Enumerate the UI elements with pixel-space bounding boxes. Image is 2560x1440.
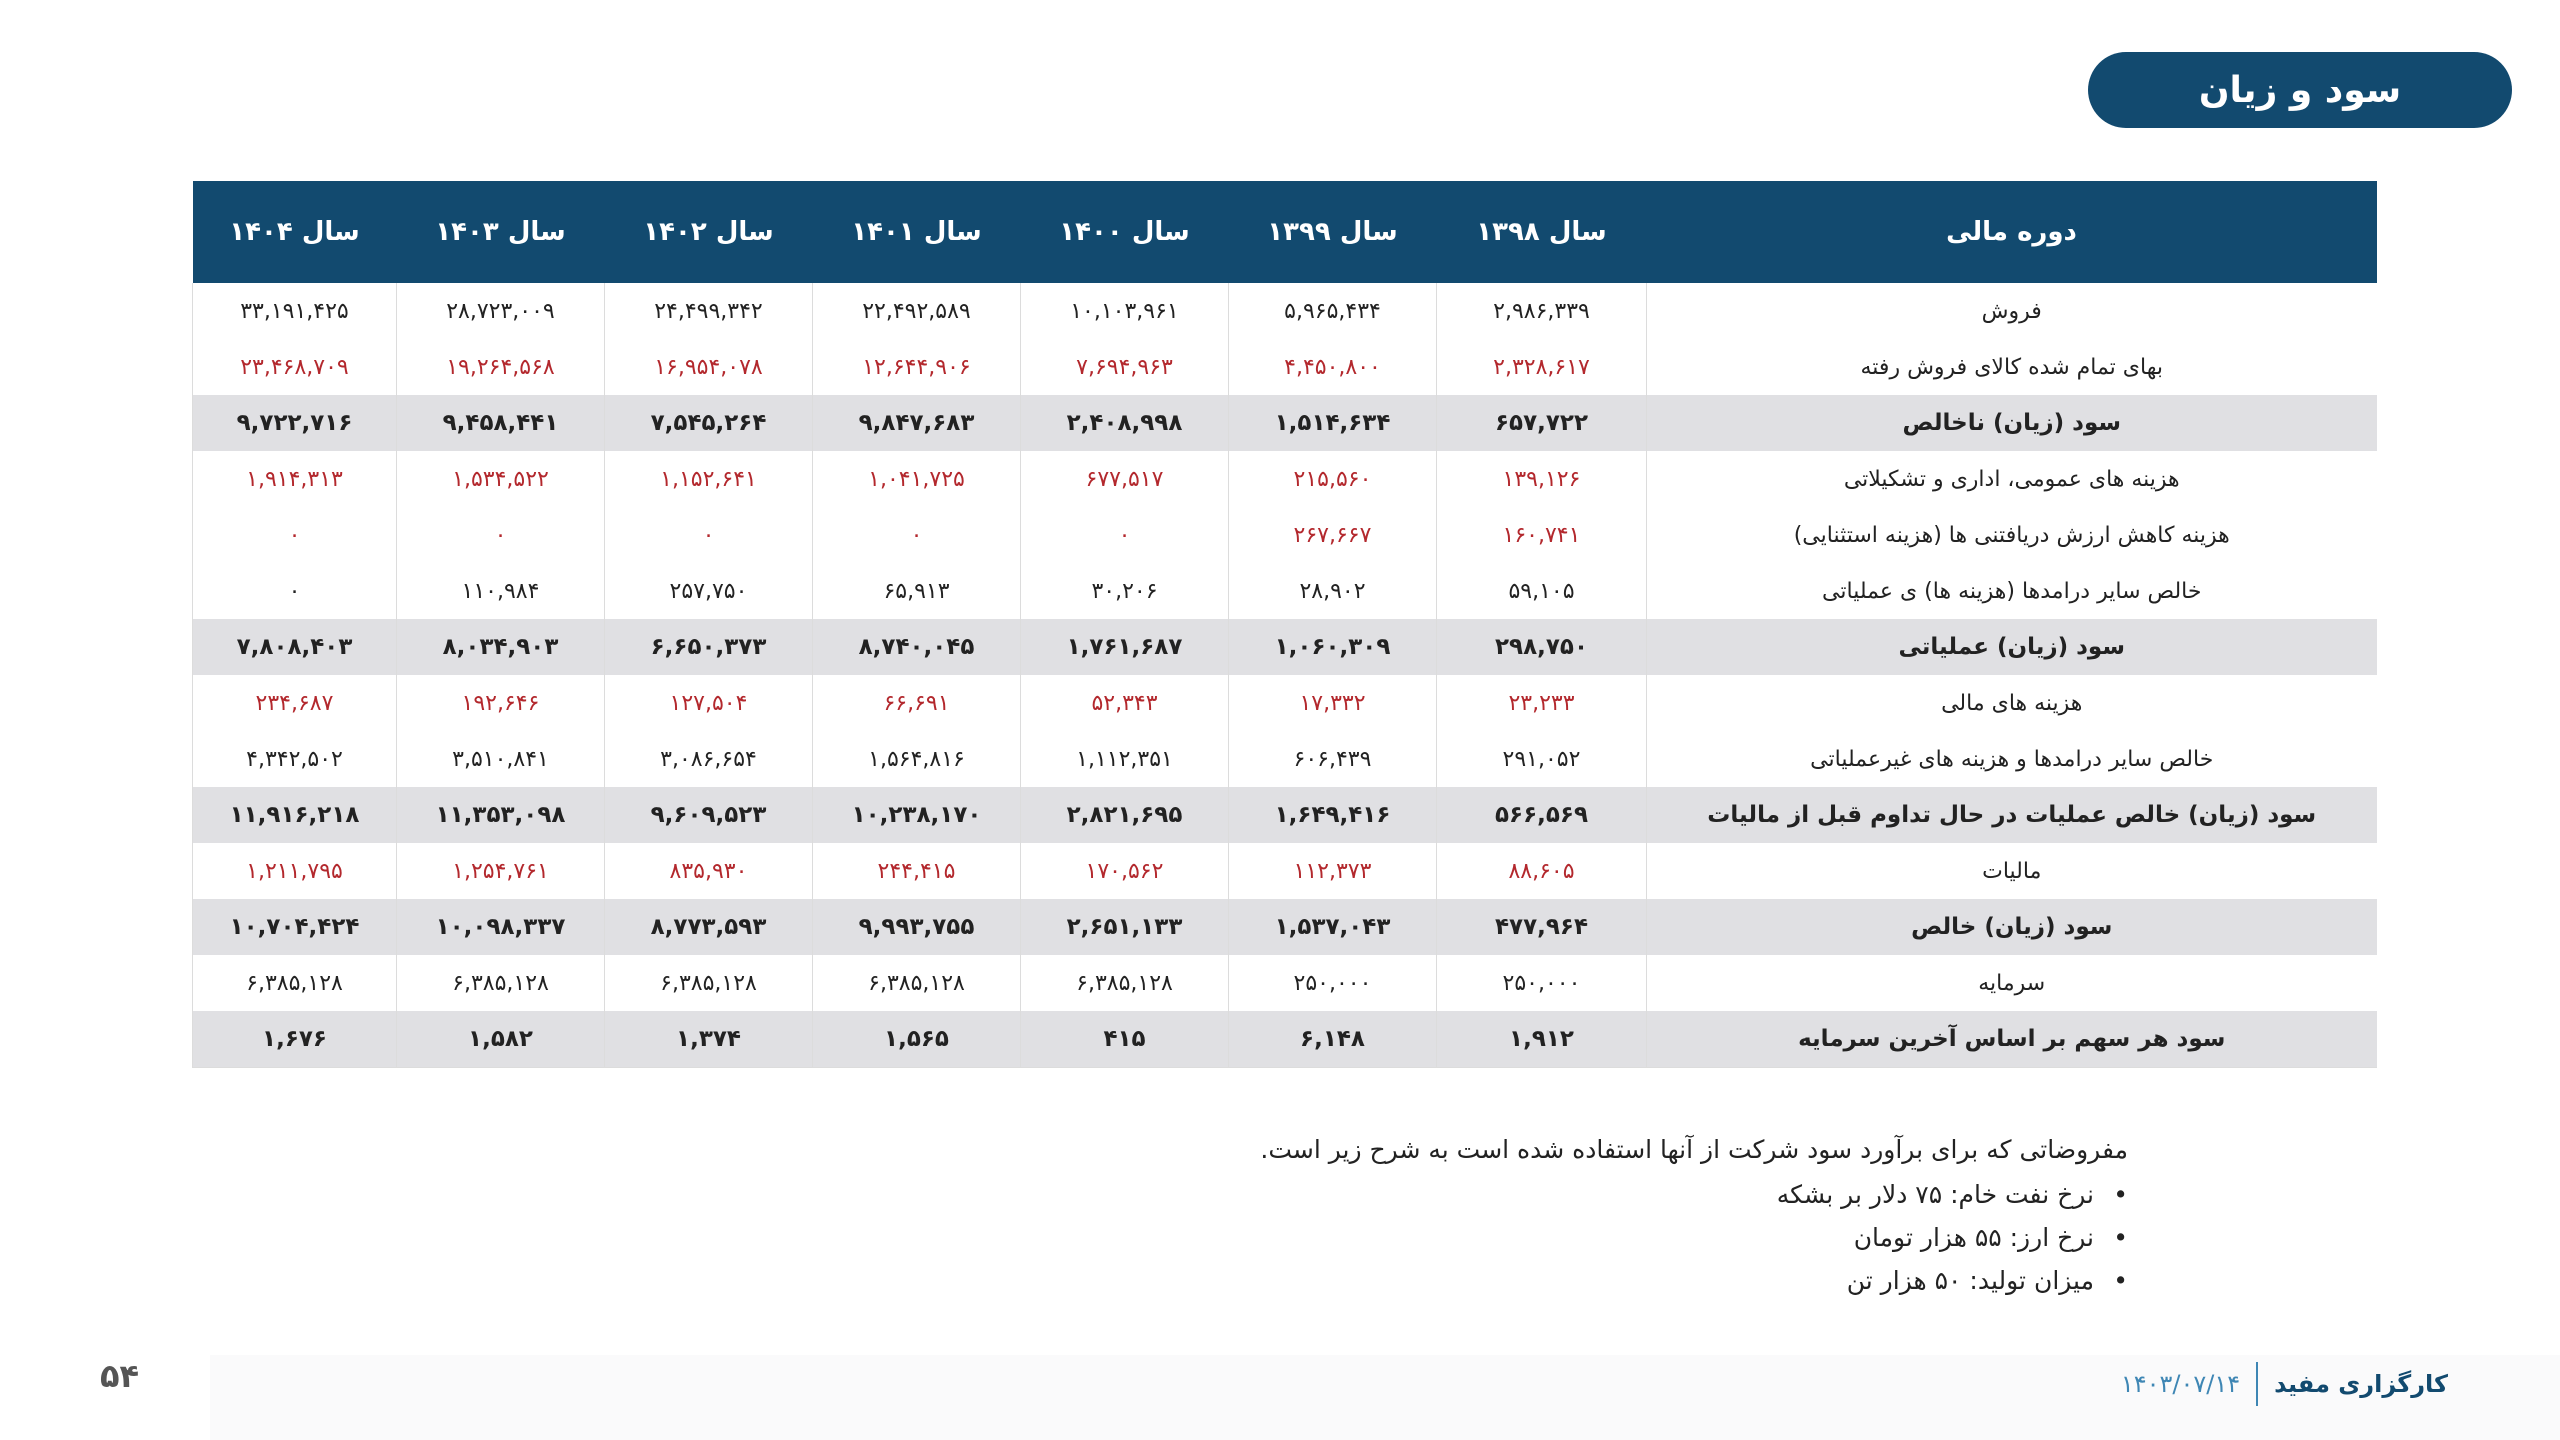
table-row xyxy=(193,283,2377,339)
value-cell: ۱,۵۶۵ xyxy=(813,1011,1021,1068)
row-label: هزینه های مالی xyxy=(1647,675,2377,731)
value-cell: ۵۹,۱۰۵ xyxy=(1437,563,1647,619)
value-cell: ۵۲,۳۴۳ xyxy=(1021,675,1229,731)
page-number: ۵۴ xyxy=(100,1357,140,1395)
header-year: سال ۱۳۹۹ xyxy=(1229,181,1437,283)
value-cell: ۲۴۴,۴۱۵ xyxy=(813,843,1021,899)
value-cell: ۷,۵۴۵,۲۶۴ xyxy=(605,395,813,451)
table-row xyxy=(193,507,2377,563)
table-row xyxy=(193,395,2377,451)
value-cell: ۱,۱۱۲,۳۵۱ xyxy=(1021,731,1229,787)
value-cell: ۱,۳۷۴ xyxy=(605,1011,813,1068)
table-row xyxy=(193,675,2377,731)
page-title: سود و زیان xyxy=(2088,52,2512,128)
table-row xyxy=(193,955,2377,1011)
value-cell: ۱,۹۱۲ xyxy=(1437,1011,1647,1068)
bullet-icon: • xyxy=(2113,1180,2128,1209)
row-label: هزینه کاهش ارزش دریافتنی ها (هزینه استثنایی) xyxy=(1647,507,2377,563)
value-cell: ۹,۶۰۹,۵۲۳ xyxy=(605,787,813,843)
value-cell: ۲۹۸,۷۵۰ xyxy=(1437,619,1647,675)
table-row xyxy=(193,787,2377,843)
value-cell: ۹,۹۹۳,۷۵۵ xyxy=(813,899,1021,955)
value-cell: ۲,۳۲۸,۶۱۷ xyxy=(1437,339,1647,395)
value-cell: ۰ xyxy=(193,507,397,563)
value-cell: ۶,۳۸۵,۱۲۸ xyxy=(605,955,813,1011)
row-label: مالیات xyxy=(1647,843,2377,899)
value-cell: ۲۳,۲۳۳ xyxy=(1437,675,1647,731)
header-year: سال ۱۳۹۸ xyxy=(1437,181,1647,283)
value-cell: ۲۸,۹۰۲ xyxy=(1229,563,1437,619)
list-item xyxy=(1260,1223,2128,1252)
header-year: سال ۱۴۰۲ xyxy=(605,181,813,283)
value-cell: ۵,۹۶۵,۴۳۴ xyxy=(1229,283,1437,339)
value-cell: ۱۰,۱۰۳,۹۶۱ xyxy=(1021,283,1229,339)
value-cell: ۰ xyxy=(813,507,1021,563)
assumption-text: نرخ ارز: ۵۵ هزار تومان xyxy=(1853,1223,2094,1252)
value-cell: ۶۵,۹۱۳ xyxy=(813,563,1021,619)
bullet-icon: • xyxy=(2113,1223,2128,1252)
header-year: سال ۱۴۰۳ xyxy=(397,181,605,283)
value-cell: ۸,۰۳۴,۹۰۳ xyxy=(397,619,605,675)
value-cell: ۶,۱۴۸ xyxy=(1229,1011,1437,1068)
value-cell: ۲,۶۵۱,۱۳۳ xyxy=(1021,899,1229,955)
value-cell: ۱,۲۱۱,۷۹۵ xyxy=(193,843,397,899)
value-cell: ۶۷۷,۵۱۷ xyxy=(1021,451,1229,507)
value-cell: ۲۸,۷۲۳,۰۰۹ xyxy=(397,283,605,339)
header-year: سال ۱۴۰۴ xyxy=(193,181,397,283)
table-row xyxy=(193,451,2377,507)
value-cell: ۱۰,۲۳۸,۱۷۰ xyxy=(813,787,1021,843)
value-cell: ۷,۶۹۴,۹۶۳ xyxy=(1021,339,1229,395)
value-cell: ۲۵۰,۰۰۰ xyxy=(1229,955,1437,1011)
row-label: خالص سایر درامدها و هزینه های غیرعملیاتی xyxy=(1647,731,2377,787)
value-cell: ۱۶,۹۵۴,۰۷۸ xyxy=(605,339,813,395)
value-cell: ۶,۳۸۵,۱۲۸ xyxy=(193,955,397,1011)
value-cell: ۲۳,۴۶۸,۷۰۹ xyxy=(193,339,397,395)
value-cell: ۹,۸۴۷,۶۸۳ xyxy=(813,395,1021,451)
row-label: سود هر سهم بر اساس آخرین سرمایه xyxy=(1647,1011,2377,1068)
header-year: سال ۱۴۰۱ xyxy=(813,181,1021,283)
table-header-row xyxy=(193,181,2377,283)
row-label: فروش xyxy=(1647,283,2377,339)
value-cell: ۱۲,۶۴۴,۹۰۶ xyxy=(813,339,1021,395)
value-cell: ۱۷,۳۳۲ xyxy=(1229,675,1437,731)
value-cell: ۰ xyxy=(605,507,813,563)
row-label: سود (زیان) عملیاتی xyxy=(1647,619,2377,675)
value-cell: ۹,۴۵۸,۴۴۱ xyxy=(397,395,605,451)
row-label: هزینه های عمومی، اداری و تشکیلاتی xyxy=(1647,451,2377,507)
value-cell: ۴۱۵ xyxy=(1021,1011,1229,1068)
value-cell: ۸۸,۶۰۵ xyxy=(1437,843,1647,899)
value-cell: ۲۳۴,۶۸۷ xyxy=(193,675,397,731)
value-cell: ۶,۳۸۵,۱۲۸ xyxy=(397,955,605,1011)
value-cell: ۸۳۵,۹۳۰ xyxy=(605,843,813,899)
value-cell: ۲,۹۸۶,۳۳۹ xyxy=(1437,283,1647,339)
assumptions-intro: مفروضاتی که برای برآورد سود شرکت از آنها استفاده شده است به شرح زیر است. xyxy=(1260,1135,2128,1164)
value-cell: ۱۱۲,۳۷۳ xyxy=(1229,843,1437,899)
header-year: سال ۱۴۰۰ xyxy=(1021,181,1229,283)
value-cell: ۱,۹۱۴,۳۱۳ xyxy=(193,451,397,507)
assumption-text: میزان تولید: ۵۰ هزار تن xyxy=(1846,1266,2094,1295)
assumptions-list xyxy=(1260,1180,2128,1295)
value-cell: ۷,۸۰۸,۴۰۳ xyxy=(193,619,397,675)
value-cell: ۱۹۲,۶۴۶ xyxy=(397,675,605,731)
value-cell: ۳,۵۱۰,۸۴۱ xyxy=(397,731,605,787)
table-row xyxy=(193,619,2377,675)
table-row xyxy=(193,731,2377,787)
table-row xyxy=(193,1011,2377,1068)
row-label: خالص سایر درامدها (هزینه ها) ی عملیاتی xyxy=(1647,563,2377,619)
value-cell: ۲۹۱,۰۵۲ xyxy=(1437,731,1647,787)
value-cell: ۰ xyxy=(193,563,397,619)
value-cell: ۱,۵۸۲ xyxy=(397,1011,605,1068)
value-cell: ۲,۴۰۸,۹۹۸ xyxy=(1021,395,1229,451)
value-cell: ۰ xyxy=(1021,507,1229,563)
list-item xyxy=(1260,1266,2128,1295)
value-cell: ۱۲۷,۵۰۴ xyxy=(605,675,813,731)
footer-brand xyxy=(2121,1362,2448,1406)
row-label: سود (زیان) خالص xyxy=(1647,899,2377,955)
table-row xyxy=(193,339,2377,395)
value-cell: ۱۷۰,۵۶۲ xyxy=(1021,843,1229,899)
value-cell: ۲۱۵,۵۶۰ xyxy=(1229,451,1437,507)
value-cell: ۸,۷۴۰,۰۴۵ xyxy=(813,619,1021,675)
value-cell: ۱,۰۶۰,۳۰۹ xyxy=(1229,619,1437,675)
value-cell: ۲,۸۲۱,۶۹۵ xyxy=(1021,787,1229,843)
value-cell: ۱۰,۰۹۸,۳۳۷ xyxy=(397,899,605,955)
value-cell: ۰ xyxy=(397,507,605,563)
table-row xyxy=(193,843,2377,899)
row-label: سود (زیان) ناخالص xyxy=(1647,395,2377,451)
bullet-icon: • xyxy=(2113,1266,2128,1295)
value-cell: ۱۱,۹۱۶,۲۱۸ xyxy=(193,787,397,843)
value-cell: ۴۷۷,۹۶۴ xyxy=(1437,899,1647,955)
row-label: سود (زیان) خالص عملیات در حال تداوم قبل از مالیات xyxy=(1647,787,2377,843)
value-cell: ۶۶,۶۹۱ xyxy=(813,675,1021,731)
value-cell: ۶,۶۵۰,۳۷۳ xyxy=(605,619,813,675)
table-row xyxy=(193,563,2377,619)
value-cell: ۵۶۶,۵۶۹ xyxy=(1437,787,1647,843)
row-label: سرمایه xyxy=(1647,955,2377,1011)
value-cell: ۲۶۷,۶۶۷ xyxy=(1229,507,1437,563)
report-date: ۱۴۰۳/۰۷/۱۴ xyxy=(2120,1370,2241,1398)
header-period: دوره مالی xyxy=(1647,181,2377,283)
value-cell: ۱۱۰,۹۸۴ xyxy=(397,563,605,619)
value-cell: ۶۰۶,۴۳۹ xyxy=(1229,731,1437,787)
footer-divider xyxy=(2256,1362,2258,1406)
value-cell: ۱,۵۳۷,۰۴۳ xyxy=(1229,899,1437,955)
assumptions-notes xyxy=(1260,1135,2128,1309)
value-cell: ۸,۷۷۳,۵۹۳ xyxy=(605,899,813,955)
row-label: بهای تمام شده کالای فروش رفته xyxy=(1647,339,2377,395)
value-cell: ۲۵۷,۷۵۰ xyxy=(605,563,813,619)
value-cell: ۱۹,۲۶۴,۵۶۸ xyxy=(397,339,605,395)
value-cell: ۱,۰۴۱,۷۲۵ xyxy=(813,451,1021,507)
value-cell: ۱,۲۵۴,۷۶۱ xyxy=(397,843,605,899)
value-cell: ۱,۵۶۴,۸۱۶ xyxy=(813,731,1021,787)
value-cell: ۶,۳۸۵,۱۲۸ xyxy=(1021,955,1229,1011)
value-cell: ۱,۶۴۹,۴۱۶ xyxy=(1229,787,1437,843)
brand-name: کارگزاری مفید xyxy=(2274,1370,2448,1398)
list-item xyxy=(1260,1180,2128,1209)
value-cell: ۴,۳۴۲,۵۰۲ xyxy=(193,731,397,787)
value-cell: ۱۳۹,۱۲۶ xyxy=(1437,451,1647,507)
value-cell: ۱۰,۷۰۴,۴۲۴ xyxy=(193,899,397,955)
value-cell: ۲۴,۴۹۹,۳۴۲ xyxy=(605,283,813,339)
value-cell: ۱,۵۳۴,۵۲۲ xyxy=(397,451,605,507)
value-cell: ۱,۱۵۲,۶۴۱ xyxy=(605,451,813,507)
value-cell: ۳,۰۸۶,۶۵۴ xyxy=(605,731,813,787)
profit-loss-table xyxy=(192,181,2377,1068)
value-cell: ۲۵۰,۰۰۰ xyxy=(1437,955,1647,1011)
table-row xyxy=(193,899,2377,955)
value-cell: ۶,۳۸۵,۱۲۸ xyxy=(813,955,1021,1011)
value-cell: ۶۵۷,۷۲۲ xyxy=(1437,395,1647,451)
value-cell: ۱,۷۶۱,۶۸۷ xyxy=(1021,619,1229,675)
value-cell: ۲۲,۴۹۲,۵۸۹ xyxy=(813,283,1021,339)
value-cell: ۳۳,۱۹۱,۴۲۵ xyxy=(193,283,397,339)
value-cell: ۳۰,۲۰۶ xyxy=(1021,563,1229,619)
value-cell: ۱,۶۷۶ xyxy=(193,1011,397,1068)
table-body xyxy=(193,283,2377,1068)
assumption-text: نرخ نفت خام: ۷۵ دلار بر بشکه xyxy=(1776,1180,2094,1209)
value-cell: ۴,۴۵۰,۸۰۰ xyxy=(1229,339,1437,395)
value-cell: ۱۱,۳۵۳,۰۹۸ xyxy=(397,787,605,843)
value-cell: ۹,۷۲۲,۷۱۶ xyxy=(193,395,397,451)
value-cell: ۱۶۰,۷۴۱ xyxy=(1437,507,1647,563)
value-cell: ۱,۵۱۴,۶۳۴ xyxy=(1229,395,1437,451)
